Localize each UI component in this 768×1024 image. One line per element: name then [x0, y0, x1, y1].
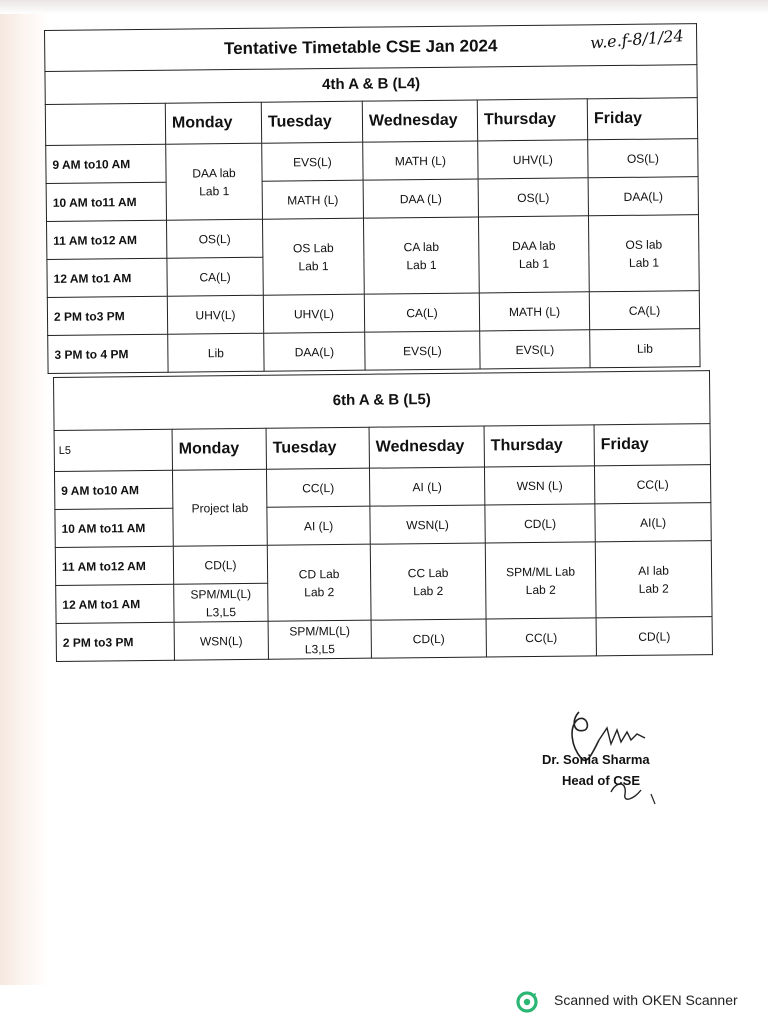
timetable-cell [370, 543, 486, 620]
timetable-cell: Project lab [172, 469, 267, 546]
timetable-cell: OS(L) [166, 219, 262, 258]
cell-line: CA lab [403, 239, 440, 254]
section-heading-6th: 6th A & B (L5) [54, 371, 711, 431]
time-slot: 3 PM to 4 PM [48, 334, 168, 373]
cell-line: Lab 1 [199, 183, 230, 198]
time-slot: 12 AM to1 AM [56, 584, 174, 623]
time-slot: 11 AM to12 AM [55, 546, 173, 585]
timetable-title-cell [45, 24, 697, 72]
timetable-cell: DAA (L) [363, 179, 478, 218]
timetable-cell: CD(L) [485, 504, 595, 543]
timetable-cell [588, 215, 699, 292]
timetable-cell: UHV(L) [478, 140, 588, 179]
timetable-cell: WSN(L) [370, 505, 485, 544]
timetable-cell [174, 583, 268, 622]
timetable-6th-sem [53, 370, 713, 662]
time-slot: 11 AM to12 AM [47, 220, 167, 259]
timetable-cell: OS(L) [478, 178, 588, 217]
time-slot: 2 PM to3 PM [47, 296, 167, 335]
signatory-role: Head of CSE [562, 773, 641, 788]
timetable-cell [267, 544, 371, 621]
timetable-cell: CC(L) [486, 618, 596, 657]
timetable-4th-sem [44, 23, 701, 374]
cell-line: OS Lab [292, 240, 334, 255]
timetable-cell: CC(L) [266, 468, 369, 507]
time-slot: 12 AM to1 AM [47, 258, 167, 297]
timetable-cell: CD(L) [173, 545, 267, 584]
timetable-cell: CA(L) [167, 257, 263, 296]
timetable-cell: EVS(L) [262, 142, 363, 181]
timetable-cell [485, 542, 596, 619]
timetable-cell: CC(L) [594, 465, 710, 504]
timetable-cell: MATH (L) [479, 292, 589, 331]
timetable-cell: UHV(L) [167, 295, 263, 334]
timetable-cell: MATH (L) [262, 180, 363, 219]
cell-line: Lab 1 [628, 255, 660, 270]
timetable-cell [595, 541, 712, 618]
timetable-cell: AI(L) [595, 503, 711, 542]
cell-line: Lab 1 [406, 257, 437, 272]
timetable-cell: CA(L) [589, 291, 699, 330]
corner-cell-label: L5 [54, 429, 172, 471]
timetable-cell [268, 620, 371, 659]
time-slot: 9 AM to10 AM [46, 144, 166, 183]
day-header-friday: Friday [594, 424, 710, 466]
cell-line: DAA lab [512, 238, 556, 253]
timetable-cell: Lib [590, 329, 700, 368]
cell-line: Lab 2 [413, 583, 444, 598]
timetable-cell: MATH (L) [363, 141, 478, 180]
day-header-friday: Friday [587, 98, 698, 140]
cell-line: SPM/ML Lab [506, 564, 576, 579]
day-header-thursday: Thursday [477, 99, 587, 141]
day-header-thursday: Thursday [484, 425, 594, 467]
timetable-cell: AI (L) [369, 467, 484, 506]
day-header-tuesday: Tuesday [266, 427, 369, 469]
cell-line: Lab 2 [304, 584, 335, 599]
scan-edge [0, 0, 768, 14]
timetable-cell: EVS(L) [480, 330, 590, 369]
timetable-cell: CD(L) [596, 617, 712, 656]
signatory-name: Dr. Sonia Sharma [542, 752, 650, 767]
day-header-monday: Monday [165, 102, 261, 144]
day-header-tuesday: Tuesday [261, 101, 362, 143]
page-title: Tentative Timetable CSE Jan 2024 [223, 36, 498, 59]
time-slot: 9 AM to10 AM [54, 470, 172, 509]
timetable-cell [363, 217, 479, 294]
cell-line: CD Lab [298, 566, 340, 581]
cell-line: L3,L5 [304, 641, 335, 656]
timetable-cell: CA(L) [364, 293, 479, 332]
day-header-wednesday: Wednesday [362, 100, 477, 142]
day-header-monday: Monday [172, 428, 266, 470]
corner-cell [45, 103, 165, 145]
cell-line: SPM/ML(L) [289, 623, 351, 639]
day-header-wednesday: Wednesday [369, 426, 484, 468]
timetable-cell: DAA(L) [588, 177, 698, 216]
cell-line: DAA lab [192, 165, 236, 180]
cell-line: L3,L5 [205, 604, 237, 619]
cell-line: SPM/ML(L) [190, 586, 252, 602]
timetable-cell [262, 218, 364, 295]
timetable-cell: UHV(L) [263, 294, 364, 333]
scanner-watermark-text: Scanned with OKEN Scanner [554, 992, 738, 1008]
time-slot: 2 PM to3 PM [56, 622, 174, 661]
cell-line: Lab 1 [518, 256, 550, 271]
timetable-cell: OS(L) [588, 139, 698, 178]
time-slot: 10 AM to11 AM [46, 182, 166, 221]
timetable-cell: WSN(L) [174, 621, 268, 660]
cell-line: AI lab [638, 563, 670, 578]
timetable-cell: Lib [168, 333, 264, 372]
cell-line: OS lab [625, 237, 663, 252]
timetable-cell: CD(L) [371, 619, 486, 658]
timetable-cell: WSN (L) [484, 466, 594, 505]
cell-line: Lab 1 [298, 258, 329, 273]
cell-line: Lab 2 [525, 582, 556, 597]
time-slot: 10 AM to11 AM [55, 508, 173, 547]
cell-line: CC Lab [407, 565, 449, 580]
timetable-cell: EVS(L) [365, 331, 480, 370]
oken-scanner-logo-icon [516, 991, 538, 1013]
timetable-cell [166, 143, 263, 220]
timetable-cell: AI (L) [267, 506, 370, 545]
wef-handwritten-note: w.e.f-8/1/24 [589, 26, 685, 53]
cell-line: Lab 2 [638, 581, 669, 596]
section-heading-4th: 4th A & B (L4) [45, 65, 697, 105]
timetable-cell [478, 216, 589, 293]
timetable-cell: DAA(L) [264, 332, 365, 371]
